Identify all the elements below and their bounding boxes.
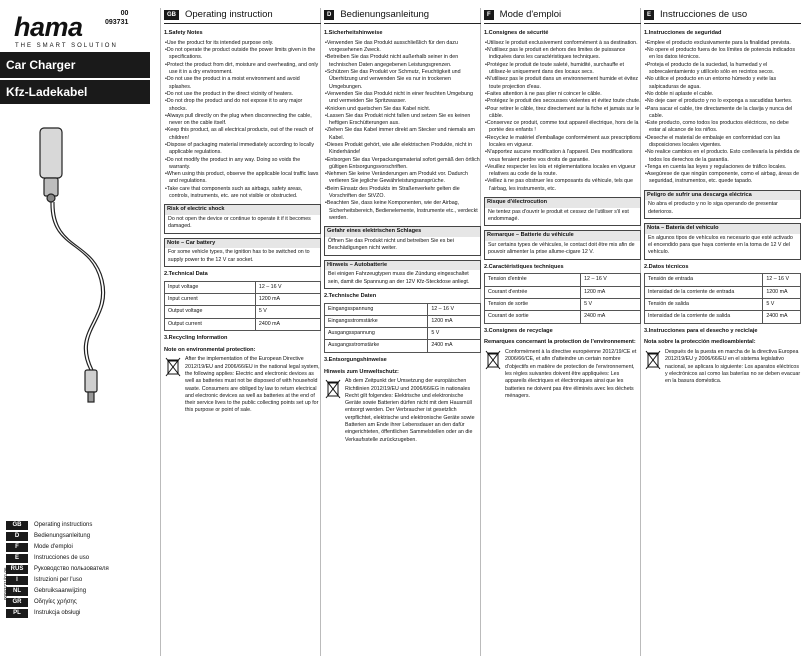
subsection-heading: Note on environmental protection: (164, 346, 256, 353)
table-row (485, 286, 641, 298)
table-row (645, 274, 801, 286)
table-cell: 12 – 16 V (581, 274, 641, 286)
crossed-bin-icon (324, 378, 342, 400)
table-row (325, 328, 481, 340)
table-cell: 2400 mA (763, 311, 801, 323)
list-item: RUS Руководство пользователя (6, 564, 146, 575)
list-item: • Veuillez respecter les lois et réglementations locales en vigueur relatives au code de la route. (484, 164, 641, 179)
table-cell: 2400 mA (581, 311, 641, 323)
column-gb (164, 8, 321, 658)
spec-table (484, 273, 641, 323)
table-cell: 1200 mA (763, 286, 801, 298)
section-heading: 1.Consignes de sécurité (484, 30, 549, 37)
table-cell: Tensión de entrada (645, 274, 763, 286)
column-d (324, 8, 481, 658)
table-row (165, 306, 321, 318)
table-row (165, 318, 321, 330)
list-item: • No doble ni aplaste el cable. (644, 91, 801, 98)
list-item: • Dieses Produkt gehört, wie alle elektrischen Produkte, nicht in Kinderhände! (324, 142, 481, 157)
list-item: • Betreiben Sie das Produkt nicht außerhalb seiner in den technischen Daten angegebenen Leistungsgrenzen. (324, 54, 481, 69)
list-item: E Instrucciones de uso (6, 553, 146, 564)
table-cell: 1200 mA (255, 294, 320, 306)
list-item: • Protégez le produit des secousses violentes et évitez toute chute. (484, 98, 641, 105)
list-item: • Recyclez le matériel d'emballage conformément aux prescriptions locales en vigueur. (484, 135, 641, 150)
subsection-heading: Nota sobre la protección medioambiental: (644, 339, 756, 346)
note-box (324, 260, 481, 289)
warning-heading: Risk of electric shock (165, 205, 320, 215)
list-item: • Verwenden Sie das Produkt nicht in einer feuchten Umgebung und vermeiden Sie Spritzwasser. (324, 91, 481, 106)
recycling-text: Después de la puesta en marcha de la directiva Europea 2012/19/EU y 2006/66/EU en el sistema legislativo nacional, se aplicara lo siguiente: Los aparatos eléctricos y electrónicos así como las baterías no se deben evacuar en la basura doméstica. (665, 349, 801, 385)
list-item: • No utilice el producto en un entorno húmedo y evite las salpicaduras de agua. (644, 76, 801, 91)
warning-text: Ne tentez pas d'ouvrir le produit et cessez de l'utiliser s'il est endommagé. (488, 208, 629, 223)
list-item: • Always pull directly on the plug when disconnecting the cable, never on the cable itself. (164, 113, 321, 128)
table-row (645, 286, 801, 298)
list-item: • Faites attention à ne pas plier ni coincer le câble. (484, 91, 641, 98)
column-title: Bedienungsanleitung (340, 9, 430, 20)
column-header (324, 8, 481, 24)
table-cell: Courant d'entrée (485, 286, 581, 298)
list-item: • Knicken und quetschen Sie das Kabel nicht. (324, 106, 481, 113)
table-cell: Eingangsspannung (325, 303, 428, 315)
list-item: • Verwenden Sie das Produkt ausschließlich für den dazu vorgesehenen Zweck. (324, 40, 481, 55)
list-item: • Veillez à ne pas obstruer les composants du véhicule, tels que l'airbag, les instruments, etc. (484, 178, 641, 193)
section-heading: 1.Safety Notes (164, 30, 203, 37)
table-cell: 5 V (428, 328, 481, 340)
list-item: • Keep this product, as all electrical products, out of the reach of children! (164, 127, 321, 142)
spec-table (644, 273, 801, 323)
list-item: • N'apportez aucune modification à l'appareil. Des modifications vous feraient perdre vos droits de garantie. (484, 149, 641, 164)
note-box (644, 223, 801, 260)
list-item: • Schützen Sie das Produkt vor Schmutz, Feuchtigkeit und Überhitzung und verwenden Sie es nur in trockenen Umgebungen. (324, 69, 481, 91)
table-row (325, 340, 481, 352)
table-cell: Intensidad de la corriente de salida (645, 311, 763, 323)
list-item: • Deseche el material de embalaje en conformidad con las disposiciones locales vigentes. (644, 135, 801, 150)
list-item: • Este producto, como todos los productos eléctricos, no debe estar al alcance de los niños. (644, 120, 801, 135)
warning-text: No abra el producto y no lo siga operando de presentar deterioros. (648, 201, 778, 215)
table-cell: Intensidad de la corriente de entrada (645, 286, 763, 298)
table-row (645, 299, 801, 311)
language-code-badge: F (484, 10, 494, 20)
language-code-badge: E (644, 10, 654, 20)
list-item: • Ziehen Sie das Kabel immer direkt am Stecker und niemals am Kabel. (324, 127, 481, 142)
column-header (484, 8, 641, 24)
list-item: • No opere el producto fuera de los límites de potencia indicados en los datos técnicos. (644, 47, 801, 62)
spec-table (324, 303, 481, 353)
note-text: Sur certains types de véhicules, le contact doit être mis afin de pouvoir alimenter la prise allume-cigare 12 V. (488, 242, 635, 256)
table-cell: 5 V (255, 306, 320, 318)
list-item: • Nehmen Sie keine Veränderungen am Produkt vor. Dadurch verlieren Sie jegliche Gewährleistungsansprüche. (324, 171, 481, 186)
recycling-text: Ab dem Zeitpunkt der Umsetzung der europäischen Richtlinien 2012/19/EU und 2006/66/EG in nationales Recht gilt folgendes: Elektrische und elektronische Geräte sowie Batterien dürfen nicht mit dem Hausmüll entsorgt werden. Der Verbraucher ist gesetzlich verpflichtet, elektrische und elektronische Geräte sowie Batterien am Ende ihrer Lebensdauer an den dafür eingerichteten, öffentlichen Sammelstellen oder an die Verkaufsstelle zurückzugeben. (345, 378, 475, 443)
note-text: En algunos tipos de vehículos es necesario que esté activado el encendido para que haya corriente en la toma de 12 V del vehículo. (648, 234, 793, 256)
recycling-note (484, 349, 641, 400)
warning-heading: Peligro de sufrir una descarga eléctrica (645, 191, 800, 201)
column-divider (160, 8, 161, 656)
note-text: Bei einigen Fahrzeugtypen muss die Zündung eingeschaltet sein, damit die Spannung an der 12V Kfz-Steckdose anliegt. (328, 271, 470, 285)
table-cell: Input voltage (165, 281, 256, 293)
crossed-bin-icon (644, 349, 662, 371)
language-list (6, 520, 146, 619)
list-item: • No realice cambios en el producto. Esto conllevaría la pérdida de todos los derechos de la garantía. (644, 149, 801, 164)
table-cell: Courant de sortie (485, 311, 581, 323)
column-title: Mode d'emploi (499, 9, 562, 20)
table-cell: Input current (165, 294, 256, 306)
warning-text: Do not open the device or continue to operate it if it becomes damaged. (168, 216, 311, 230)
list-item: • Emplee el producto exclusivamente para la finalidad prevista. (644, 40, 801, 47)
crossed-bin-icon (164, 356, 182, 378)
recycling-text: After the implementation of the European Directive 2012/19/EU and 2006/66/EU in the national legal system, the following applies: Electric and electronic devices as well as batteries must not be disposed of with household waste. Consumers are obliged by law to return electrical and electronic devices as well as batteries at the end of their service lives to the public collecting points set up for this purpose or point of sale. (185, 356, 320, 414)
column-f (484, 8, 641, 658)
list-item: • Utilisez le produit exclusivement conformément à sa destination. (484, 40, 641, 47)
note-heading: Remarque – Batterie du véhicule (485, 231, 640, 241)
column-title: Operating instruction (185, 9, 273, 20)
list-item: F Mode d'emploi (6, 542, 146, 553)
column-header (644, 8, 801, 24)
crossed-bin-icon (484, 349, 502, 371)
list-item: PL Instrukcja obsługi (6, 608, 146, 619)
table-row (325, 303, 481, 315)
warning-box (644, 190, 801, 219)
section-heading: 3.Entsorgungshinweise (324, 356, 387, 363)
language-code-badge: D (324, 10, 334, 20)
list-item: • Use the product for its intended purpose only. (164, 40, 321, 47)
list-item: • Do not use the product in a moist environment and avoid splashes. (164, 76, 321, 91)
table-cell: 2400 mA (255, 318, 320, 330)
list-item: • Do not drop the product and do not expose it to any major shocks. (164, 98, 321, 113)
list-item: • Asegúrese de que ningún componente, como el airbag, áreas de seguridad, instrumentos, etc. quede tapado. (644, 171, 801, 186)
list-item: • Pour retirer le câble, tirez directement sur la fiche et jamais sur le câble. (484, 106, 641, 121)
section-heading: 2.Technische Daten (324, 292, 377, 299)
section-heading: 3.Recycling Information (164, 334, 228, 341)
column-header (164, 8, 321, 24)
table-cell: 5 V (763, 299, 801, 311)
list-item: • Proteja el producto de la suciedad, la humedad y el sobrecalentamiento y utilícelo sólo en recintos secos. (644, 62, 801, 77)
recycling-note (324, 378, 481, 444)
recycling-note (164, 356, 321, 414)
warning-heading: Gefahr eines elektrischen Schlages (325, 227, 480, 237)
list-item: • N'utilisez pas le produit en dehors des limites de puissance indiquées dans les caractéristiques techniques. (484, 47, 641, 62)
table-cell: Output current (165, 318, 256, 330)
table-row (485, 299, 641, 311)
section-heading: 3.Consignes de recyclage (484, 327, 553, 334)
list-item: GB Operating instructions (6, 520, 146, 531)
table-cell: 1200 mA (581, 286, 641, 298)
cover-band-title: Car Charger (0, 52, 150, 78)
subsection-heading: Hinweis zum Umweltschutz: (324, 368, 399, 375)
section-heading: 1.Sicherheitshinweise (324, 30, 383, 37)
warning-text: Öffnen Sie das Produkt nicht und betreiben Sie es bei Beschädigungen nicht weiter. (328, 237, 454, 252)
car-charger-illustration-icon (30, 120, 140, 430)
list-item: • Tenga en cuenta las leyes y regulaciones de tráfico locales. (644, 164, 801, 171)
list-item: • Do not modify the product in any way. Doing so voids the warranty. (164, 157, 321, 172)
column-e (644, 8, 801, 658)
list-item: NL Gebruiksaanwijzing (6, 586, 146, 597)
brand-logo: hama (14, 12, 83, 42)
list-item: D Bedienungsanleitung (6, 531, 146, 542)
warning-box (324, 226, 481, 255)
brand-tagline: THE SMART SOLUTION (15, 43, 118, 49)
list-item: • Take care that components such as airbags, safety areas, controls, instruments, etc. are not visible or obstructed. (164, 186, 321, 201)
note-heading: Hinweis – Autobatterie (325, 261, 480, 271)
list-item: • Protect the product from dirt, moisture and overheating, and only use it in a dry environment. (164, 62, 321, 77)
cover-column (0, 0, 150, 661)
note-box (164, 238, 321, 267)
list-item: • Lassen Sie das Produkt nicht fallen und setzen Sie es keinen heftigen Erschütterungen aus. (324, 113, 481, 128)
warning-heading: Risque d'électrocution (485, 198, 640, 208)
list-item: • Do not operate the product outside the power limits given in the specifications. (164, 47, 321, 62)
list-item: GR Οδηγίες χρήσης (6, 597, 146, 608)
section-heading: 2.Datos técnicos (644, 263, 689, 270)
spec-table (164, 281, 321, 331)
table-cell: Eingangsstromstärke (325, 315, 428, 327)
list-item: • Entsorgen Sie das Verpackungsmaterial sofort gemäß den örtlich gültigen Entsorgungsvorschriften. (324, 157, 481, 172)
note-heading: Note – Car battery (165, 239, 320, 249)
list-item: • Dispose of packaging material immediately according to locally applicable regulations. (164, 142, 321, 157)
table-cell: Tension d'entrée (485, 274, 581, 286)
recycling-note (644, 349, 801, 385)
table-cell: Tension de sortie (485, 299, 581, 311)
table-row (485, 274, 641, 286)
table-row (645, 311, 801, 323)
cover-product-title: Kfz-Ladekabel (0, 80, 150, 104)
warning-box (484, 197, 641, 226)
section-heading: 3.Instrucciones para el desecho y reciclaje (644, 327, 758, 334)
table-cell: 1200 mA (428, 315, 481, 327)
list-item: • Do not use the product in the direct vicinity of heaters. (164, 91, 321, 98)
table-row (165, 281, 321, 293)
warning-box (164, 204, 321, 233)
section-heading: 2.Caractéristiques techniques (484, 263, 564, 270)
list-item: • When using this product, observe the applicable local traffic laws and regulations. (164, 171, 321, 186)
list-item: I Istruzioni per l'uso (6, 575, 146, 586)
table-cell: 5 V (581, 299, 641, 311)
column-title: Instrucciones de uso (660, 9, 748, 20)
table-cell: Output voltage (165, 306, 256, 318)
table-cell: Ausgangsstromstärke (325, 340, 428, 352)
article-number: 00 093731 (105, 10, 129, 26)
table-cell: 12 – 16 V (763, 274, 801, 286)
list-item: • No deje caer el producto y no lo exponga a sacudidas fuertes. (644, 98, 801, 105)
table-cell: Ausgangsspannung (325, 328, 428, 340)
table-cell: 2400 mA (428, 340, 481, 352)
table-row (485, 311, 641, 323)
table-cell: Tensión de salida (645, 299, 763, 311)
section-heading: 1.Instrucciones de seguridad (644, 30, 722, 37)
table-cell: 12 – 16 V (428, 303, 481, 315)
note-box (484, 230, 641, 259)
list-item: • Protégez le produit de toute saleté, humidité, surchauffe et utilisez-le uniquement dans des locaux secs. (484, 62, 641, 77)
recycling-text: Conformément à la directive européenne 2012/19/CE et 2006/66/CE, et afin d'atteindre un certain nombre d'objectifs en matière de protection de l'environnement, les règles suivantes doivent être appliquées: Les appareils électriques et électroniques ainsi que les batteries ne doivent pas être éliminés avec les déchets ménagers. (505, 349, 637, 399)
list-item: • Beachten Sie, dass keine Komponenten, wie der Airbag, Sicherheitsbereich, Bedienelemente, Instrumente etc., verdeckt werden. (324, 200, 481, 222)
table-row (165, 294, 321, 306)
table-cell: 12 – 16 V (255, 281, 320, 293)
note-text: For some vehicle types, the ignition has to be switched on to supply power to the 12 V car socket. (168, 249, 310, 263)
list-item: • Conservez ce produit, comme tout appareil électrique, hors de la portée des enfants ! (484, 120, 641, 135)
subsection-heading: Remarques concernant la protection de l'environnement: (484, 339, 636, 346)
language-code-badge: GB (164, 10, 179, 20)
list-item: • Beim Einsatz des Produkts im Straßenverkehr gelten die Vorschriften der StVZO. (324, 186, 481, 201)
note-heading: Nota – Batería del vehículo (645, 224, 800, 234)
list-item: • N'utilisez pas le produit dans un environnement humide et évitez toute projection d'eau. (484, 76, 641, 91)
sku-code: 00093731/01.06 (3, 567, 8, 600)
table-row (325, 315, 481, 327)
list-item: • Para sacar el cable, tire directamente de la clavija y nunca del cable. (644, 106, 801, 121)
section-heading: 2.Technical Data (164, 270, 208, 277)
